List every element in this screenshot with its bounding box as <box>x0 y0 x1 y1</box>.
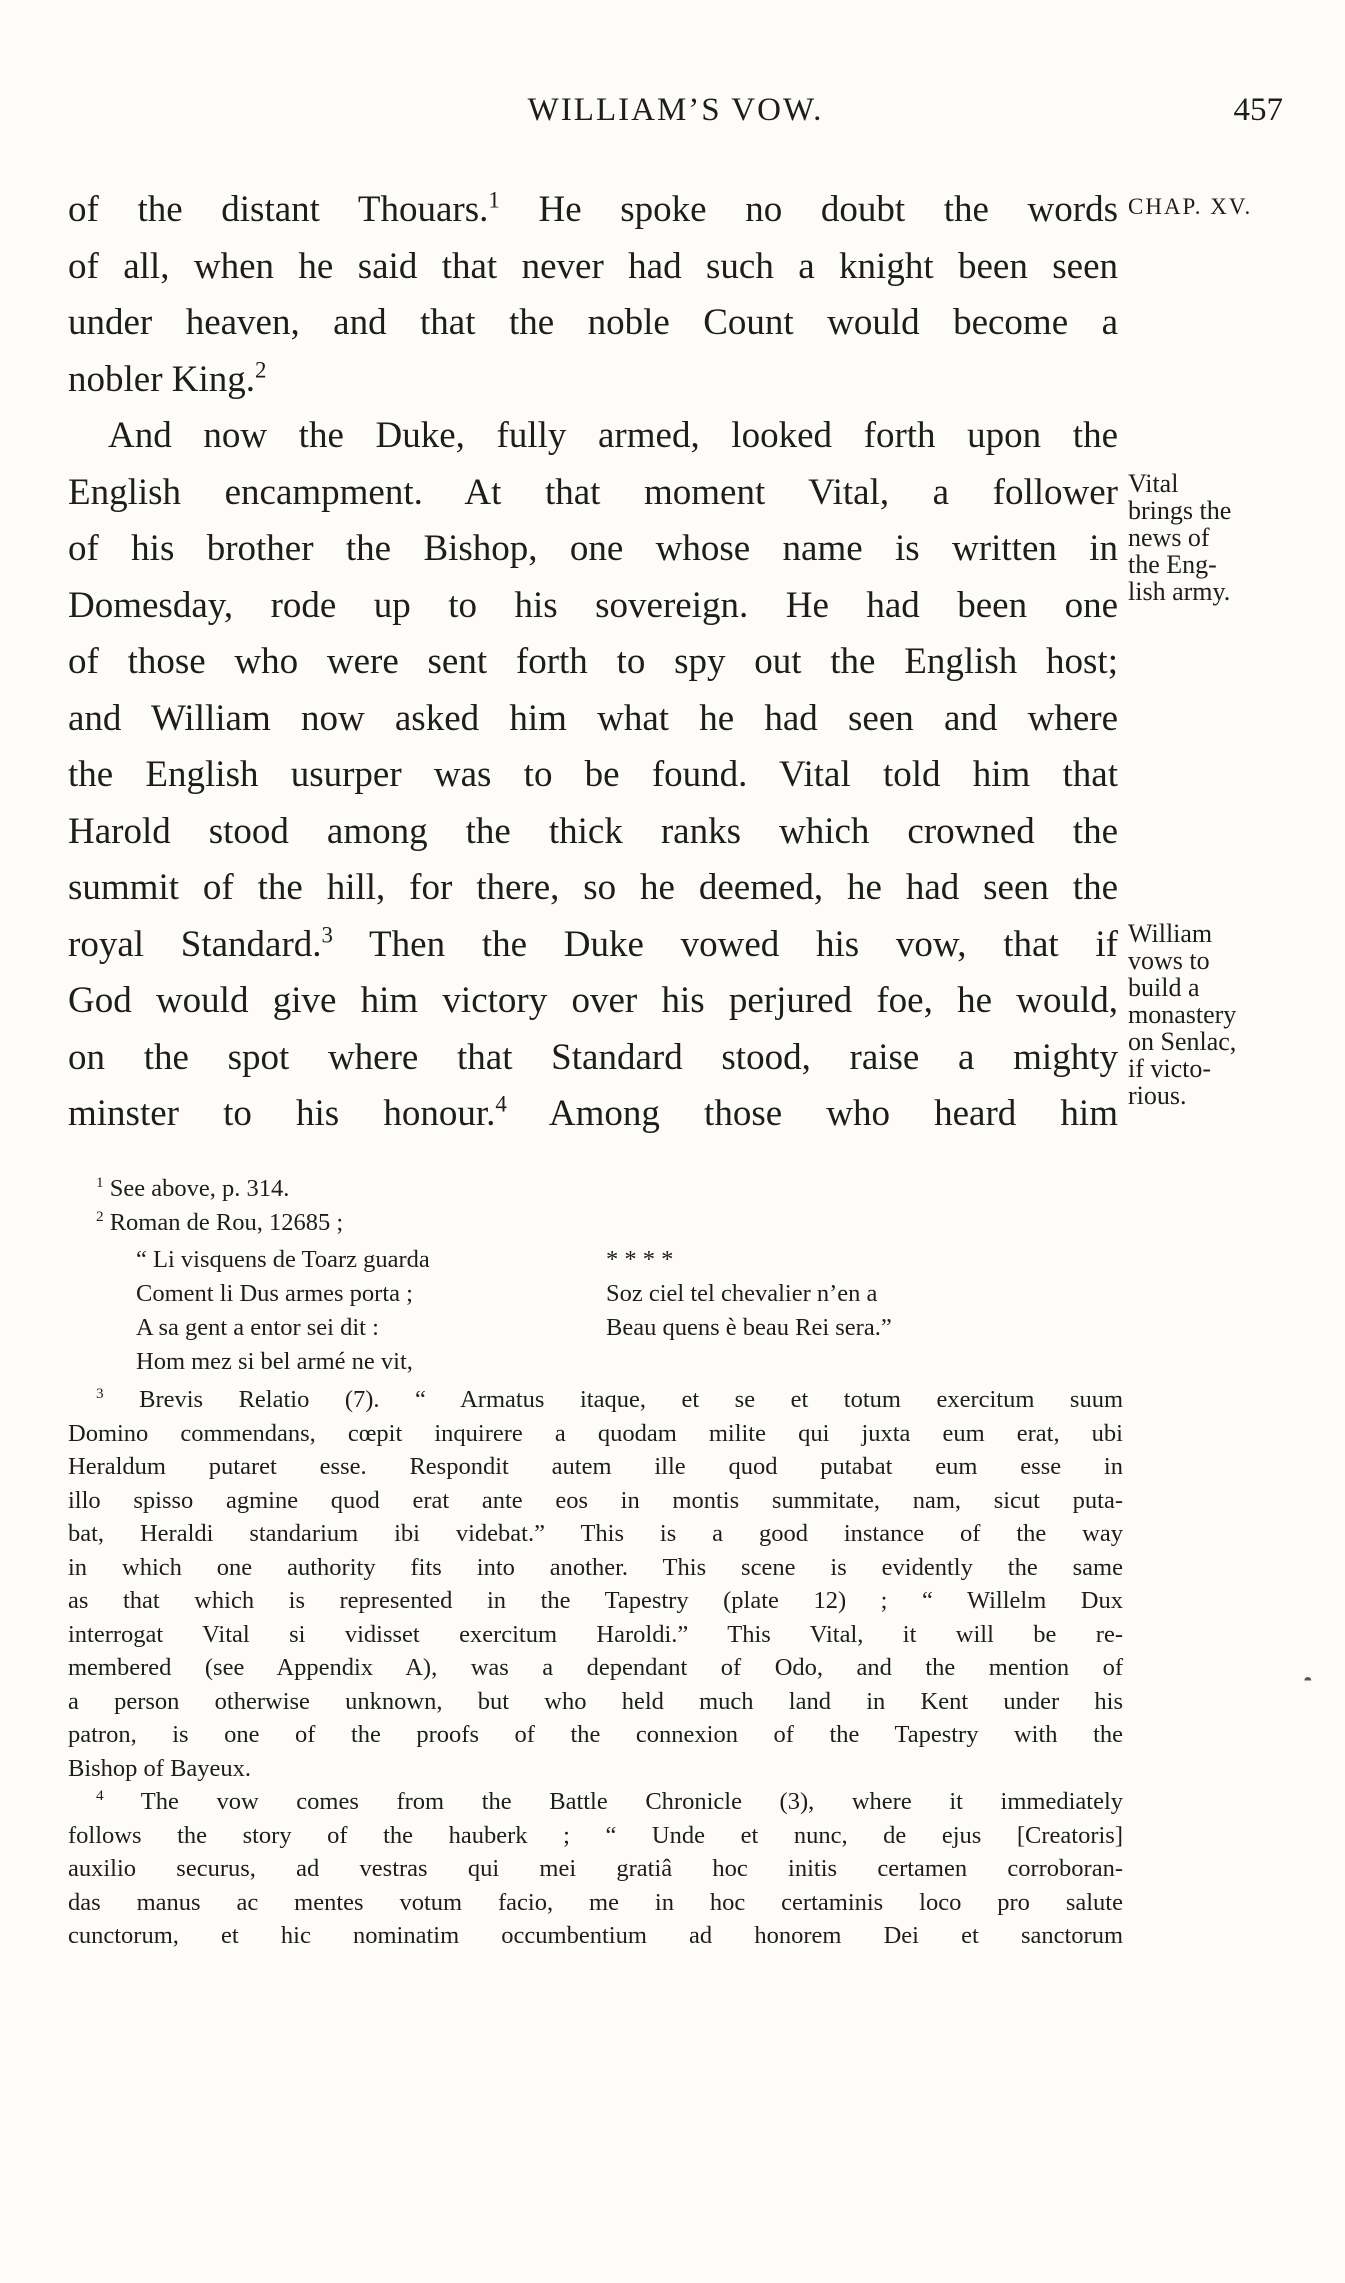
footnote-line <box>68 1785 1123 1819</box>
body-text-segment: under heaven, and that the noble Count would become a <box>68 302 1118 343</box>
margin-note-line: lish army. <box>1128 577 1231 606</box>
footnote-text: cunctorum, et hic nominatim occumbentium ad honorem Dei et sanctorum <box>68 1922 1123 1949</box>
footnote-line <box>68 1819 1123 1853</box>
footnote-line <box>68 1919 1123 1953</box>
body-text-segment: of the distant Thouars. <box>68 189 489 230</box>
margin-note-line: brings the <box>1128 496 1232 525</box>
footnote-line <box>68 1484 1123 1518</box>
body-line <box>68 747 1118 804</box>
footnote-text: The vow comes from the Battle Chronicle (3), where it immediately <box>140 1788 1124 1815</box>
body-text-segment: on the spot where that Standard stood, raise a mighty <box>68 1036 1118 1078</box>
body-text-segment: nobler King. <box>68 358 256 400</box>
footnote-text: Domino commendans, cœpit inquirere a quodam milite qui juxta eum erat, ubi <box>68 1419 1123 1447</box>
footnote-line <box>68 1651 1123 1685</box>
margin-note-line: vows to <box>1128 946 1210 975</box>
body-line <box>68 521 1118 578</box>
body-text-segment: Domesday, rode up to his sovereign. He had been one <box>68 584 1118 626</box>
body-line <box>68 917 1118 974</box>
footnote-text: bat, Heraldi standarium ibi videbat.” This is a good instance of the way <box>68 1520 1123 1547</box>
main-text <box>68 182 1118 1143</box>
verse-line-left: A sa gent a entor sei dit : <box>136 1314 379 1341</box>
footnote-line <box>68 1417 1123 1451</box>
body-line <box>68 182 1118 239</box>
footnote-text: as that which is represented in the Tapestry (plate 12) ; “ Willelm Dux <box>68 1587 1123 1614</box>
margin-note-line: monastery <box>1128 1000 1237 1029</box>
body-text-segment: the English usurper was to be found. Vital told him that <box>68 754 1118 795</box>
footnote-line <box>68 1886 1123 1920</box>
footnote-line <box>68 1517 1123 1551</box>
page-edge-mark: ◓ <box>1303 1672 1313 1689</box>
body-line <box>68 804 1118 861</box>
body-text-segment: God would give him victory over his perjured foe, he would, <box>68 980 1118 1021</box>
verse-line-right: Soz ciel tel chevalier n’en a <box>606 1280 878 1307</box>
body-text-segment: Then the Duke vowed his vow, that if <box>333 923 1119 965</box>
footnote-text: Brevis Relatio (7). “ Armatus itaque, et se et totum exercitum suum <box>139 1386 1123 1413</box>
body-line <box>68 295 1118 352</box>
body-text-segment: He spoke no doubt the words <box>499 189 1118 230</box>
footnote-line <box>68 1718 1123 1752</box>
body-text-segment: of those who were sent forth to spy out the English host; <box>68 641 1118 682</box>
margin-note-line: the Eng- <box>1128 550 1217 579</box>
margin-note-line: William <box>1128 919 1213 948</box>
footnote-text: membered (see Appendix A), was a dependant of Odo, and the mention of <box>68 1654 1123 1681</box>
running-title: WILLIAM’S VOW. <box>527 92 824 128</box>
page-number: 457 <box>1233 92 1283 128</box>
footnote-ref: 4 <box>495 1091 507 1117</box>
footnote-1: $^1$ See above, p. 314. <box>96 1173 290 1202</box>
footnote-line <box>68 1584 1123 1618</box>
body-text-segment: and William now asked him what he had seen and where <box>68 697 1118 739</box>
body-line <box>68 578 1118 635</box>
footnote-number: 4 <box>96 1786 104 1804</box>
footnote-4 <box>68 1785 1123 1953</box>
footnote-line <box>68 1383 1123 1417</box>
chapter-label: CHAP. XV. <box>1128 194 1253 219</box>
margin-note-line: if victo- <box>1128 1054 1212 1083</box>
footnote-3 <box>68 1383 1123 1785</box>
footnote-2: $^2$ Roman de Rou, 12685 ; <box>96 1207 344 1236</box>
footnote-line <box>68 1685 1123 1719</box>
verse-line-left: “ Li visquens de Toarz guarda <box>136 1246 430 1273</box>
footnote-text: Bishop of Bayeux. <box>68 1754 252 1782</box>
verse-line-left: Coment li Dus armes porta ; <box>136 1280 413 1307</box>
page-header <box>68 92 1283 142</box>
footnote-line <box>68 1618 1123 1652</box>
body-line <box>68 1030 1118 1087</box>
footnote-text: Heraldum putaret esse. Respondit autem ille quod putabat eum esse in <box>68 1453 1123 1480</box>
body-line <box>68 408 1118 465</box>
footnote-text: auxilio securus, ad vestras qui mei gratiâ hoc initis certamen corroboran- <box>68 1855 1123 1882</box>
body-line <box>68 465 1118 522</box>
body-line <box>68 239 1118 296</box>
margin-note-line: news of <box>1128 523 1210 552</box>
verse-line-left: Hom mez si bel armé ne vit, <box>136 1348 413 1375</box>
body-line <box>68 973 1118 1030</box>
body-line <box>68 352 1118 409</box>
footnote-text: das manus ac mentes votum facio, me in hoc certaminis loco pro salute <box>68 1888 1123 1916</box>
footnote-number: 3 <box>96 1384 104 1402</box>
footnote-line <box>68 1752 1123 1786</box>
verse-line-right <box>606 1345 1076 1379</box>
body-text-segment: And now the Duke, fully armed, looked forth upon the <box>108 415 1118 456</box>
footnote-line <box>68 1450 1123 1484</box>
footnote-text: follows the story of the hauberk ; “ Unde et nunc, de ejus [Creatoris] <box>68 1821 1123 1849</box>
body-line <box>68 860 1118 917</box>
body-line <box>68 634 1118 691</box>
margin-note-line: Vital <box>1128 469 1179 498</box>
footnote-text: illo spisso agmine quod erat ante eos in montis summitate, nam, sicut puta- <box>68 1486 1123 1514</box>
body-text-segment: summit of the hill, for there, so he deemed, he had seen the <box>68 867 1118 908</box>
footnote-text: patron, is one of the proofs of the connexion of the Tapestry with the <box>68 1721 1123 1748</box>
body-line <box>68 1086 1118 1143</box>
footnote-text: a person otherwise unknown, but who held much land in Kent under his <box>68 1687 1123 1715</box>
footnote-ref: 1 <box>488 187 500 213</box>
footnote-ref: 2 <box>255 356 267 382</box>
footnote-line <box>68 1551 1123 1585</box>
body-text-segment: minster to his honour. <box>68 1093 496 1134</box>
body-text-segment: English encampment. At that moment Vital, a follower <box>68 471 1118 513</box>
margin-note-line: build a <box>1128 973 1200 1002</box>
margin-note-william-vow <box>1128 920 1288 1109</box>
footnotes <box>68 1172 1123 1953</box>
body-text-segment: of all, when he said that never had such a knight been seen <box>68 245 1118 287</box>
footnote-line <box>68 1852 1123 1886</box>
margin-note-line: rious. <box>1128 1081 1187 1110</box>
verse-line-right: * * * * <box>606 1246 674 1273</box>
footnote-text: interrogat Vital si vidisset exercitum Haroldi.” This Vital, it will be re- <box>68 1620 1123 1648</box>
margin-note-vital <box>1128 470 1288 605</box>
footnote-text: in which one authority fits into another. This scene is evidently the same <box>68 1553 1123 1581</box>
body-text-segment: Among those who heard him <box>506 1093 1118 1134</box>
body-text-segment: of his brother the Bishop, one whose name is written in <box>68 528 1118 569</box>
verse-line-right: Beau quens è beau Rei sera.” <box>606 1314 892 1341</box>
verse-quotation <box>136 1243 1076 1379</box>
body-text-segment: royal Standard. <box>68 923 322 965</box>
margin-note-line: on Senlac, <box>1128 1027 1237 1056</box>
body-text-segment: Harold stood among the thick ranks which crowned the <box>68 810 1118 852</box>
body-line <box>68 691 1118 748</box>
footnote-ref: 3 <box>321 921 333 947</box>
